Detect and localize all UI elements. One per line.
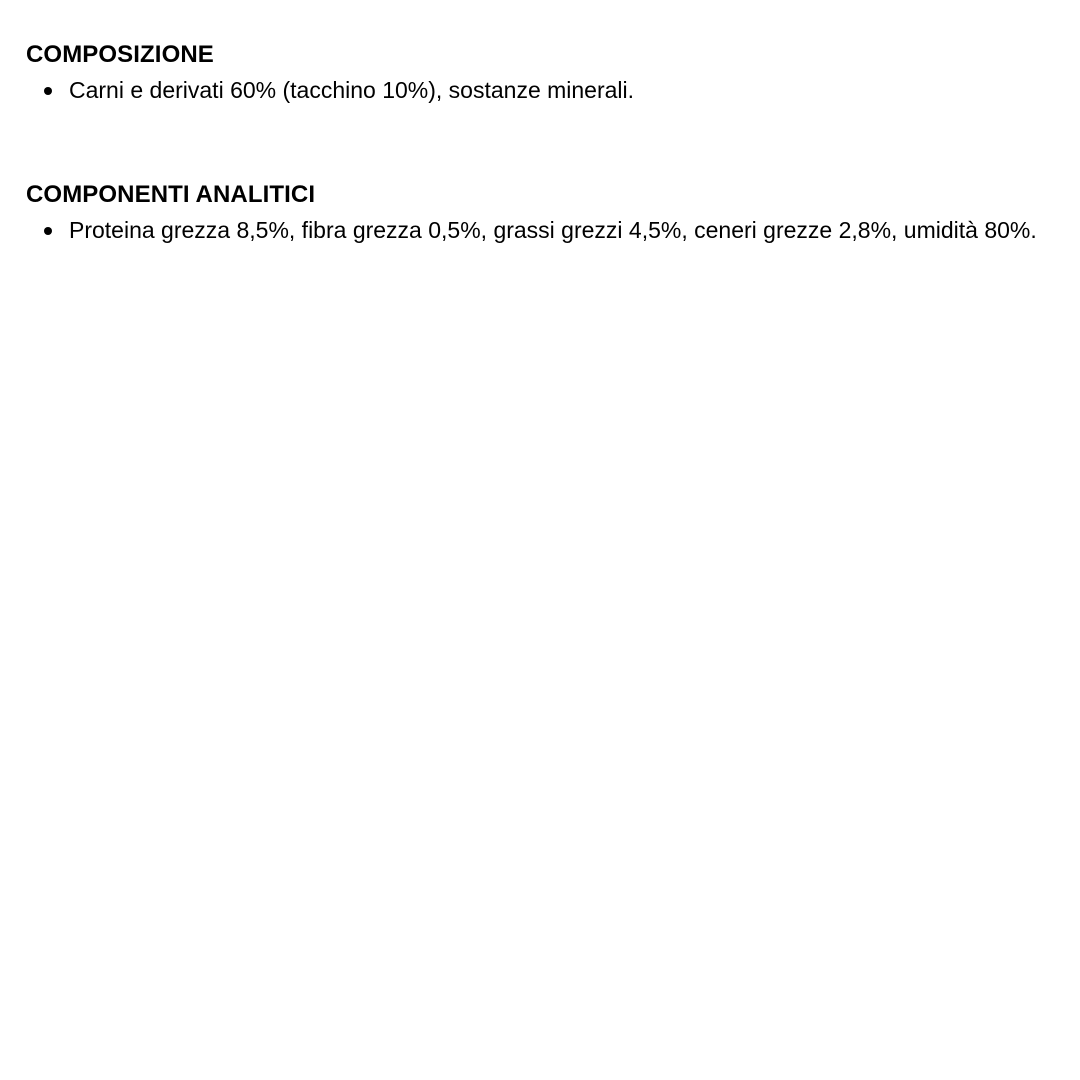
analytical-components-heading: COMPONENTI ANALITICI xyxy=(26,181,316,208)
analytical-components-item-text: Proteina grezza 8,5%, fibra grezza 0,5%, grassi grezzi 4,5%, ceneri grezze 2,8%, umidità 80%. xyxy=(69,217,1037,243)
analytical-components-section xyxy=(26,179,1054,248)
composition-item-text: Carni e derivati 60% (tacchino 10%), sostanze minerali. xyxy=(69,77,635,103)
bullet-icon xyxy=(44,227,52,235)
analytical-components-list xyxy=(26,213,1054,248)
list-item xyxy=(26,73,1054,108)
list-item xyxy=(26,213,1054,248)
bullet-icon xyxy=(44,87,52,95)
composition-heading: COMPOSIZIONE xyxy=(26,41,214,68)
composition-section xyxy=(26,39,1054,108)
composition-list xyxy=(26,73,1054,108)
